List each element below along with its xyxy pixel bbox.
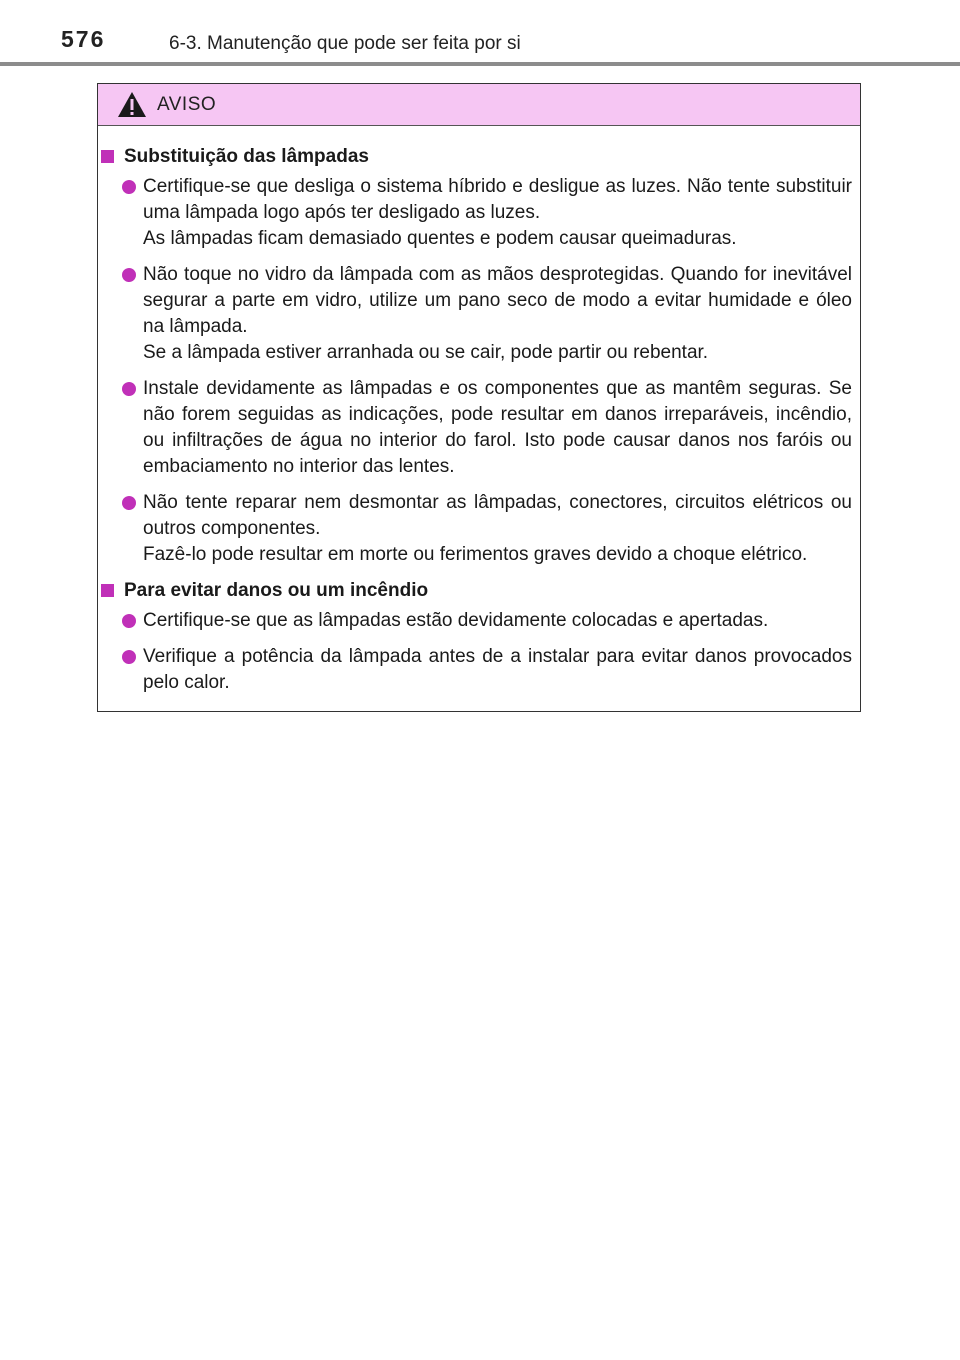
round-bullet-icon xyxy=(122,180,136,194)
round-bullet-icon xyxy=(122,650,136,664)
list-item xyxy=(98,490,852,568)
warning-label: AVISO xyxy=(157,94,217,115)
item-paragraph: Certifique-se que as lâmpadas estão devidamente colocadas e apertadas. xyxy=(143,610,769,631)
section-heading xyxy=(98,578,852,604)
section-title: 6-3. Manutenção que pode ser feita por si xyxy=(169,33,521,54)
page-header xyxy=(0,0,960,66)
warning-box xyxy=(97,83,861,712)
section-heading-text: Para evitar danos ou um incêndio xyxy=(124,580,429,601)
list-item xyxy=(98,608,852,634)
item-paragraph: Verifique a potência da lâmpada antes de a instalar para evitar danos provocados pelo calor. xyxy=(143,646,852,693)
item-paragraph: Não toque no vidro da lâmpada com as mãos desprotegidas. Quando for inevitável segurar a parte em vidro, utilize um pano seco de modo a evitar humidade e óleo na lâmpada. xyxy=(143,264,852,337)
round-bullet-icon xyxy=(122,382,136,396)
item-paragraph: As lâmpadas ficam demasiado quentes e podem causar queimaduras. xyxy=(143,228,737,249)
list-item xyxy=(98,644,852,696)
item-paragraph: Certifique-se que desliga o sistema híbrido e desligue as luzes. Não tente substituir uma lâmpada logo após ter desligado as luzes. xyxy=(143,176,852,223)
warning-section xyxy=(98,144,852,568)
item-paragraph: Se a lâmpada estiver arranhada ou se cair, pode partir ou rebentar. xyxy=(143,342,709,363)
item-paragraph: Instale devidamente as lâmpadas e os componentes que as mantêm seguras. Se não forem seguidas as indicações, pode resultar em danos irreparáveis, incêndio, ou infiltrações de água no interior do farol. Isto pode causar danos nos faróis ou embaciamento no interior das lentes. xyxy=(143,378,852,477)
header-rule xyxy=(0,62,960,66)
list-item xyxy=(98,174,852,252)
section-heading xyxy=(98,144,852,170)
warning-body xyxy=(98,126,860,696)
list-item xyxy=(98,262,852,366)
list-item xyxy=(98,376,852,480)
square-bullet-icon xyxy=(101,584,114,597)
item-paragraph: Fazê-lo pode resultar em morte ou ferimentos graves devido a choque elétrico. xyxy=(143,544,808,565)
square-bullet-icon xyxy=(101,150,114,163)
warning-section xyxy=(98,578,852,696)
item-paragraph: Não tente reparar nem desmontar as lâmpadas, conectores, circuitos elétricos ou outros componentes. xyxy=(143,492,852,539)
round-bullet-icon xyxy=(122,268,136,282)
page-number: 576 xyxy=(61,26,106,52)
warning-triangle-icon xyxy=(117,91,147,118)
warning-header xyxy=(98,84,860,126)
round-bullet-icon xyxy=(122,614,136,628)
section-heading-text: Substituição das lâmpadas xyxy=(124,146,369,167)
round-bullet-icon xyxy=(122,496,136,510)
